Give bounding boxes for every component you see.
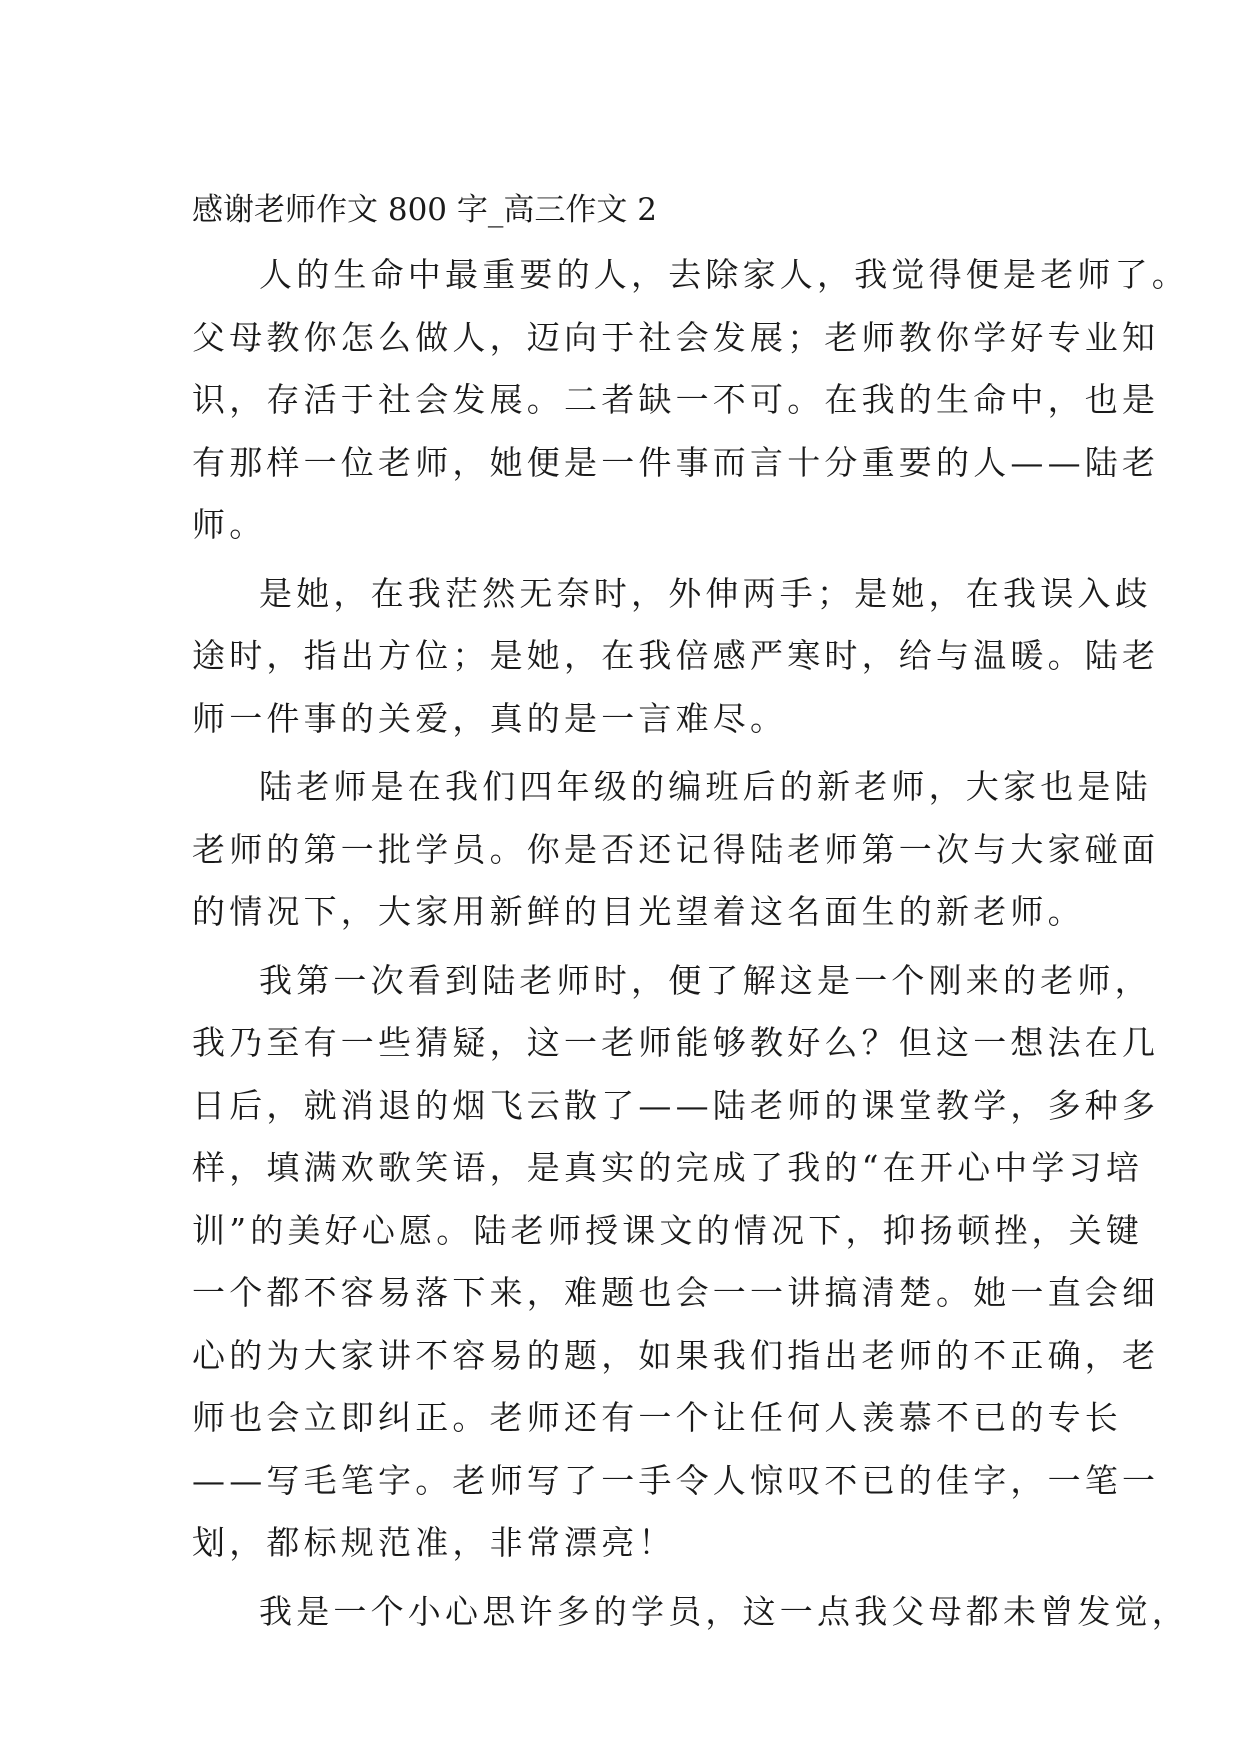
text-line: 人的生命中最重要的人，去除家人，我觉得便是老师了。 xyxy=(259,255,1189,294)
text-line: 日后，就消退的烟飞云散了——陆老师的课堂教学，多种多 xyxy=(192,1085,1160,1125)
paragraph-2 xyxy=(192,563,1160,751)
text-line: 有那样一位老师，她便是一件事而言十分重要的人——陆老 xyxy=(192,442,1160,482)
text-line: ——写毛笔字。老师写了一手令人惊叹不已的佳字，一笔一 xyxy=(192,1460,1160,1500)
document-title: 感谢老师作文 800 字_高三作文 2 xyxy=(192,192,657,228)
paragraph-4 xyxy=(192,950,1160,1575)
text-line: 是她，在我茫然无奈时，外伸两手；是她，在我误入歧 xyxy=(259,573,1152,613)
text-line: 我乃至有一些猜疑，这一老师能够教好么？但这一想法在几 xyxy=(192,1023,1160,1062)
text-line: 心的为大家讲不容易的题，如果我们指出老师的不正确，老 xyxy=(192,1335,1160,1375)
document-body xyxy=(192,190,1189,1649)
text-line: 师一件事的关爱，真的是一言难尽。 xyxy=(192,698,788,738)
text-line: 我第一次看到陆老师时，便了解这是一个刚来的老师， xyxy=(259,960,1152,1000)
paragraph-3 xyxy=(192,756,1160,944)
text-line: 陆老师是在我们四年级的编班后的新老师，大家也是陆 xyxy=(259,767,1152,806)
text-line: 老师的第一批学员。你是否还记得陆老师第一次与大家碰面 xyxy=(192,829,1160,869)
text-line: 师也会立即纠正。老师还有一个让任何人羡慕不已的专长 xyxy=(192,1398,1122,1437)
text-line: 训”的美好心愿。陆老师授课文的情况下，抑扬顿挫，关键 xyxy=(192,1210,1144,1250)
text-line: 识，存活于社会发展。二者缺一不可。在我的生命中，也是 xyxy=(192,380,1160,419)
paragraph-1 xyxy=(192,244,1189,557)
text-line: 样，填满欢歌笑语，是真实的完成了我的“在开心中学习培 xyxy=(192,1148,1144,1187)
text-line: 的情况下，大家用新鲜的目光望着这名面生的新老师。 xyxy=(192,892,1085,931)
paragraph-5 xyxy=(192,1581,1189,1644)
text-line: 途时，指出方位；是她，在我倍感严寒时，给与温暖。陆老 xyxy=(192,636,1160,675)
text-line: 父母教你怎么做人，迈向于社会发展；老师教你学好专业知 xyxy=(192,317,1160,357)
text-line: 划，都标规范准，非常漂亮！ xyxy=(192,1523,676,1562)
text-line: 师。 xyxy=(192,505,267,544)
text-line: 我是一个小心思许多的学员，这一点我父母都未曾发觉， xyxy=(259,1591,1189,1631)
text-line: 一个都不容易落下来，难题也会一一讲搞清楚。她一直会细 xyxy=(192,1273,1160,1312)
